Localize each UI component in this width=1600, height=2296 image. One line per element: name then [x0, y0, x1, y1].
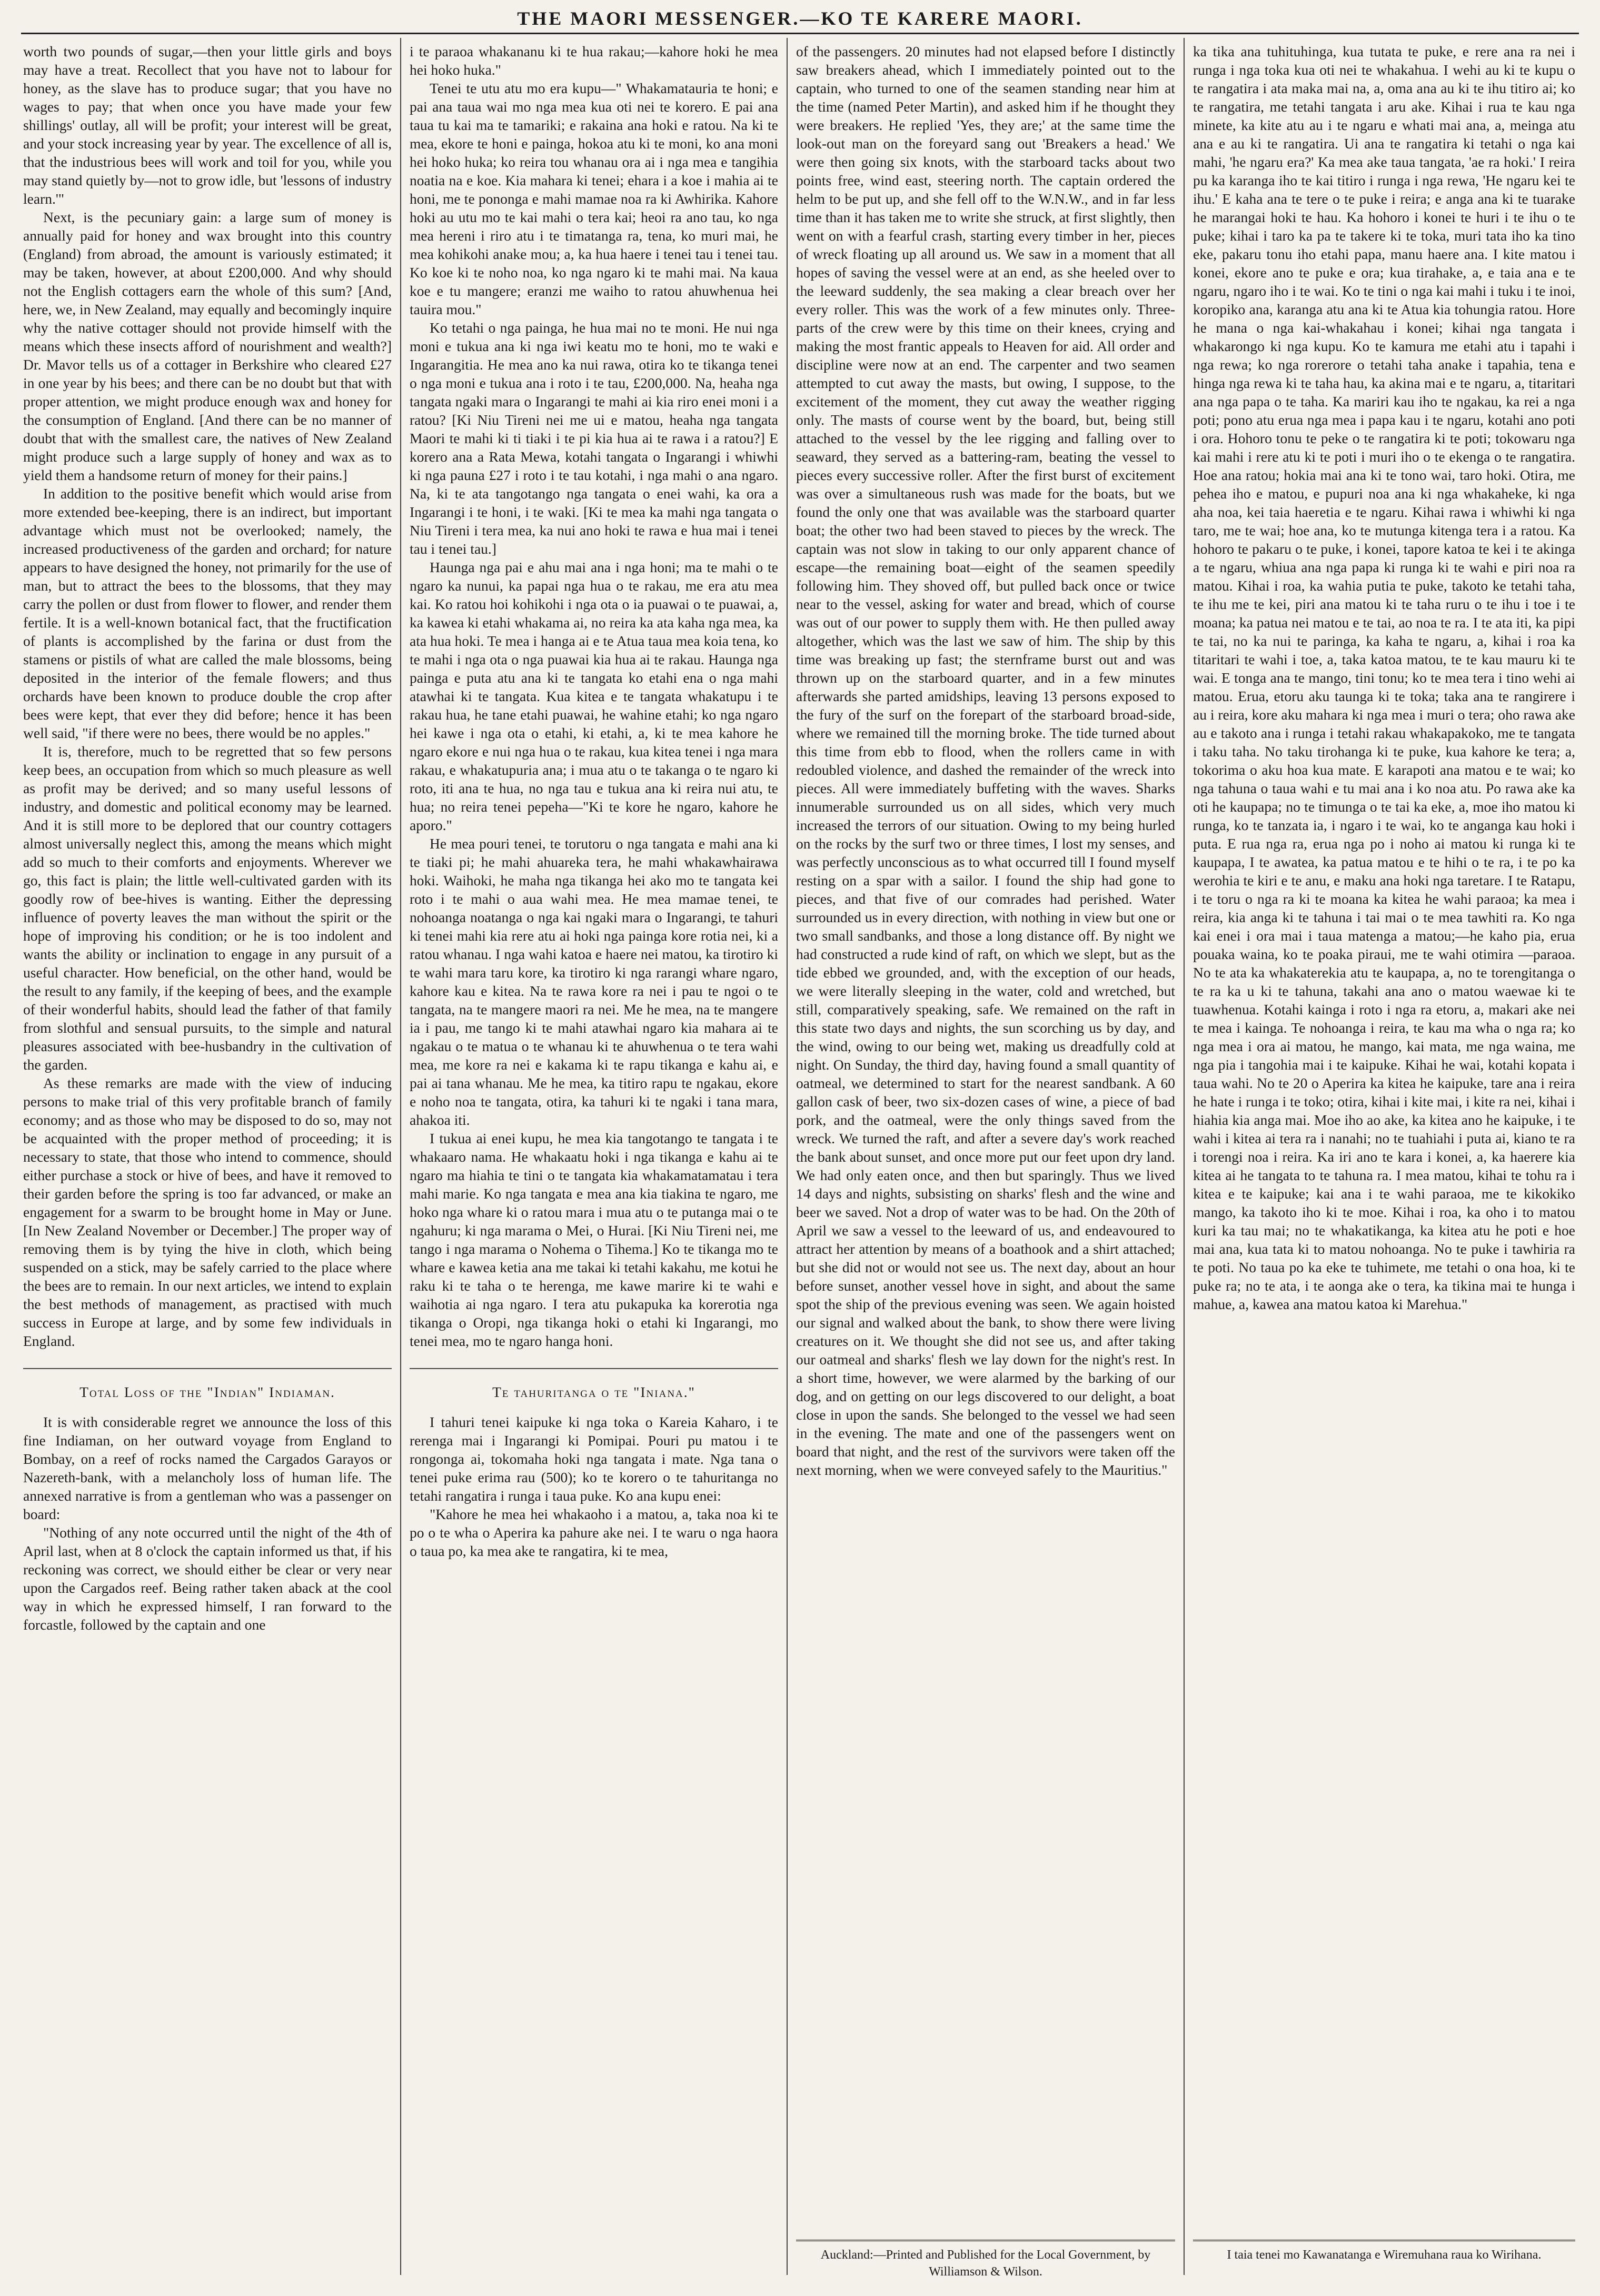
paragraph: Next, is the pecuniary gain: a large sum of money is annually paid for honey and wax brought into this country (England) from abroad, the amount is variously estimated; it may be taken, however, at about £200,000. And why should not the English cottagers earn the whole of this sum? [And, here, we, in New Zealand, may equally and becomingly inquire why the native cottager should not provide himself with the means which these insects afford of nourishment and wealth?] Dr. Mavor tells us of a cottager in Berkshire who cleared £27 in one year by his bees; and there can be no doubt but that with proper attention, we might produce enough wax and honey for the consumption of England. [And there can be no manner of doubt that with the smallest care, the natives of New Zealand might produce such a large supply of honey and wax as to yield them a handsome return of money for their pains.]	[23, 209, 392, 483]
masthead: THE MAORI MESSENGER.—KO TE KARERE MAORI.	[517, 8, 1083, 29]
top-rule	[21, 33, 1579, 34]
imprint-english: Auckland:—Printed and Published for the Local Government, by Williamson & Wilson.	[796, 2240, 1175, 2280]
paragraph: worth two pounds of sugar,—then your little girls and boys may have a treat. Recollect that you have not to labour for honey, as the slave has to produce sugar; that you have no wages to pay; that when once you have made your few shillings' outlay, all will be profit; your interest will be great, and your stock increasing year by year. The excellence of all is, that the industrious bees will work and toil for you, while you may stand quietly by—not to grow idle, but 'lessons of industry learn.'"	[23, 43, 392, 207]
paragraph: "Kahore he mea hei whakaoho i a matou, a, taka noa ki te po o te wha o Aperira ka pahure ake nei. I te waru o nga haora o taua po, ka mea ake te rangatira, ki te mea,	[410, 1506, 778, 1559]
column-1	[23, 42, 392, 2227]
column-divider	[1184, 38, 1185, 2275]
column-3	[796, 42, 1175, 2227]
paragraph: As these remarks are made with the view of inducing persons to make trial of this very profitable branch of family economy; and as those who may be disposed to do so, may not be acquainted with the proper method of proceeding; it is necessary to state, that those who intend to commence, should either purchase a stock or hive of bees, and have it removed to their garden before the spring is too far advanced, or make an engagement for a swarm to be brought home in May or June. [In New Zealand November or December.] The proper way of removing them is by tying the hive in cloth, which being suspended on a stick, may be safely carried to the place where the bees are to remain. In our next articles, we intend to explain the best methods of management, as practised with much success in Europe at large, and by some few individuals in England.	[23, 1075, 392, 1349]
column-4	[1193, 42, 1575, 2227]
paragraph: In addition to the positive benefit which would arise from more extended bee-keeping, there is an indirect, but important advantage which must not be overlooked; namely, the increased productiveness of the garden and orchard; for nature appears to have designed the honey, not primarily for the use of man, but to attract the bees to the blossoms, that they may carry the pollen or dust from flower to flower, and render them fertile. It is a well-known botanical fact, that the fructification of plants is accomplished by the farina or dust from the stamens or pistils of what are called the male blossoms, being deposited in the interior of the female flowers; and thus orchards have been known to produce double the crop after bees were kept, that ever they did before; hence it has been well said, "if there were no bees, there would be no apples."	[23, 485, 392, 741]
paragraph: ka tika ana tuhituhinga, kua tutata te puke, e rere ana ra nei i runga i nga toka kua oti nei te whakahua. I wehi au ki te kupu o te rangatira i ata maka mai na, a, oma ana au ki te ihu titiro ai; ko te rangatira, me tetahi tangata i aru ake. Kihai i rua te kau nga minete, ka kite atu au i te ngaru e whati mai ana, a, meinga atu ana e au ki te rangatira. Ui ana te rangatira ki tetahi o nga kai mahi, 'he ngaru era?' Ka mea ake taua tangata, 'ae ra hoki.' I reira pu ka karanga iho te kai titiro i runga i nga rewa, 'He ngaru kei te ihu.' E kaha ana te tere o te puke i reira; e anga ana ki te tuarake he marangai hoki te hau. Ka hohoro i konei te huri i te ihu o te puke; kihai i taro ka pa te takere ki te toka, muri tata iho ka tino eke, pakaru tonu iho etahi papa, manu haere ana. I kite matou i konei, ekore ano te puke e ora; kua tirahake, a, e taia ana e te ngaru, ngaro iho i te wai. Ko te tini o nga kai mahi i tuku i te inoi, koropiko ana, karanga atu ana ki te Atua kia tohungia ratou. Hore he mana o nga kai-whakahau i konei; kihai nga tangata i whakarongo ki nga kupu. Ko te kamura me etahi atu i tapahi i nga rewa; ko nga rorerore o tetahi taha anake i tapahia, tena e hinga nga rewa ki te taha hau, ka akina mai e te ngaru, a, titaritari ana nga papa o te taha. Ka mariri kau iho te ngakau, ka rei a nga poti; pono atu erua nga mea i papa kau i te ngaru, kotahi ano poti i ora. Hohoro tonu te peke o te rangatira ki te poti; tokowaru nga kai mahi i rere atu ki te poti i muri iho o te ekenga o te rangatira. Hoe ana ratou; hokia mai ana ki te tono wai, taro hoki. Otira, me pehea iho e matou, e pupuri noa ana ki nga whakaheke, ki nga aha noa, kei taia haeretia e te ngaru. Kihai rawa i whiwhi ki nga taro, me te wai; hoe ana, ko te mutunga kitenga tera i a ratou. Ka hohoro te pakaru o te puke, i konei, tapore katoa te kei i te akinga a te ngaru, whiua ana nga papa ki runga ki te wahi e piri noa ra matou. Kihai i roa, ka wahia putia te puke, takoto ke tetahi taha, te ihu me te kei, piri ana matou ki te taha ruru o te ihu i toe i te moana; ka patua nei matou e te tai, ao noa te ra. I te ata iti, ka pipi te tai, no ka nui te paringa, ka kaha te ngaru, a, kihai i roa ka titaritari te wahi i toe, a, taka katoa matou, te te kau mauru ki te wai. E tonga ana te mango, tini tonu; ko te mea tera i tino wehi ai matou. Erua, etoru aku taunga ki te toka; taka ana te rangirere i au i reira, kore aku mahara ki nga mea i muri o tera; oho rawa ake au e takoto ana i runga i tetahi rakau whakapakoko, me te tangata i taku taha. No taku tirohanga ki te puke, kua kahore ke tera; a, tokorima o aku hoa kua mate. E karapoti ana matou e te wai; ko nga tahuna o taua wahi e tu mai ana i ko noa atu. Po rawa ake ka oti he kaupapa; no te timunga o te tai ka eke, a, moe iho matou ki runga, ko te tanzata ia, i ngaro i te wai, ko te anganga kau hoki i puta. E rua nga ra, erua nga po i noho ai matou ki runga ki te kaupapa, I te awatea, ka patua matou e te hihi o te ra, i te po ka werohia te kiri e te anu, e maku ana hoki nga taretare. I te Ratapu, i te toru o nga ra ki te moana ka kitea he wahi paraoa; ka mea i reira, kia anga ki te tahuna i tai mai o te mea tawhiti ra. Ko nga kai enei i ora mai i taua matenga a matou;—he kaho pia, erua pouaka waina, ko te poaka piraui, me te wahi otimira —paraoa. No te ata ka whakaterekia atu te kaupapa, a, no te torengitanga o te ra ka u ki te tahuna, takahi ana ano o matou waewae ki te tuawhenua. Kotahi kainga i roto i nga ra etoru, a, makari ake nei te mea i kainga. Te nohoanga i reira, te kau ma wha o nga ra; ko nga mea i ora ai matou, he mango, kai mata, me nga waina, me nga pia i tangohia mai i te kaipuke. Kihai he wai, kotahi kopata i taua wahi. No te 20 o Aperira ka kitea he kaipuke, tare ana i reira he hate i runga i te toko; otira, kihai i kite mai, i kite ra nei, kihai i hiahia kia anga mai. Moe iho ao ake, ka kitea ano he kaipuke, i te wahi i kitea ai tera ra i nanahi; no te tuahiahi i puta ai, kiano te ra i torengi noa i reira. Ka iri ano te kara i konei, a, ka haerere kia kitea ai he tangata to te tahuna ra. I mea matou, kihai te tohu ra i kitea e te kaipuke; kai ana i te wahi paraoa, me te kikokiko mango, ka takoto iho ki te moe. Kihai i roa, ka oho i to matou kuri ka tau mai; no te whakatikanga, ka kitea atu he poti e hoe mai ana, kua tata ki to matou nohoanga. No te puke i tawhiria ra te poti. No taua po ka eke te tuhimete, me tetahi o ona hoa, ki te puke ra; no te ata, i te aonga ake o tera, ka tikina mai te hunga i mahue, a, kawea ana matou katoa ki Marehua."	[1193, 43, 1575, 1312]
paragraph: I tukua ai enei kupu, he mea kia tangotango te tangata i te whakaaro nama. He whakaatu hoki i nga tikanga e kahu ai te ngaro ma hiahia te tini o te tangata kia whakamatamatau i tera mahi marie. Ko nga tangata e mea ana kia tiakina te ngaro, me hoko nga whare ki o ratou mara i mua atu o te putanga mai o te ngahuru; ki nga marama o Mei, o Hurai. [Ki Niu Tireni nei, me tango i nga marama o Nohema o Tihema.] Ko te tikanga mo te whare e kawea ketia ana me takai ki tetahi kakahu, me kotui he raku ki te taha o te herenga, me kawe marire ki te wahi e waihotia ai nga ngaro. I tera atu pukapuka ka korerotia nga tikanga o Oropi, nga tikanga hoki o etahi ki Ingarangi, mo tenei mea, mo te ngaro hanga honi.	[410, 1130, 778, 1349]
paragraph: Haunga nga pai e ahu mai ana i nga honi; ma te mahi o te ngaro ka nunui, ka papai nga hua o te rakau, me era atu mea kai. Ko ratou hoi kohikohi i nga ota o ia puawai o te puawai, a, ka kawea ki etahi whakama ai, no reira ka ata kaha nga mea, ka ata hua hoki. Te mea i hanga ai e te Atua taua mea koia tena, ko te mahi i nga ota o nga puawai kia hua ai te rakau. Haunga nga painga e puta atu ana ki te tangata ko etahi ena o nga mahi atawhai ki te tangata. Kua kitea e te tangata whakatupu i te rakau hua, he tane etahi puawai, he wahine etahi; ko nga ngaro hei kawe i nga ota o etahi, ki etahi, a, ki te mea kahore he ngaro ekore e nui nga hua o te rakau, kua kitea tenei i nga mara rakau, e whakatupuria ana; i mua atu o te takanga o te ngaro ki roto, iti ana te hua, no nga tau e tukua ana ki reira nui atu, te hua; no reira tenei pepeha—"Ki te kore he ngaro, kahore he aporo."	[410, 559, 778, 833]
paragraph: of the passengers. 20 minutes had not elapsed before I distinctly saw breakers ahead, which I immediately pointed out to the captain, who turned to one of the seamen standing near him at the time (named Peter Martin), and asked him if he thought they were breakers. He replied 'Yes, they are;' at the same time the look-out man on the foreyard sang out 'Breakers a head.' We were then going six knots, with the starboard tacks about two points free, wind east, steering north. The captain ordered the helm to be put up, and she fell off to the W.N.W., and in far less time than it has taken me to write she struck, at first slightly, then went on with a fearful crash, starting every timber in her, pieces of wreck floating up all around us. We saw in a moment that all hopes of saving the vessel were at an end, as she heeled over to the leeward suddenly, the sea making a clear breach over her every roller. This was the work of a few minutes only. Three-parts of the crew were by this time on their knees, crying and making the most frantic appeals to Heaven for aid. All order and discipline were now at an end. The carpenter and two seamen attempted to cut away the masts, but owing, I suppose, to the excitement of the moment, they cut away the weather rigging only. The masts of course went by the board, but, being still attached to the vessel by the lee rigging and falling over to seaward, they served as a battering-ram, beating the vessel to pieces every successive roller. After the first burst of excitement was over a simultaneous rush was made for the boats, but we found the only one that was available was the starboard quarter boat; the other two had been staved to pieces by the wreck. The captain was not slow in taking to our only apparent chance of escape—the remaining boat—eight of the seamen speedily following him. They shoved off, but pulled back once or twice near to the vessel, asking for water and bread, which of course was out of our power to supply them with. He then pulled away altogether, which was the last we saw of him. The ship by this time was breaking up fast; the sternframe burst out and was thrown up on the starboard quarter, and in a few minutes afterwards she parted amidships, leaving 13 persons exposed to the fury of the surf on the forepart of the starboard broad-side, where we remained till the morning broke. The tide turned about this time from ebb to flood, when the rollers came in with redoubled violence, and dashed the remainder of the wreck into pieces. All were immediately buffeting with the waves. Sharks innumerable surrounded us on all sides, which very much increased the terrors of our situation. Owing to my being hurled on the rocks by the surf two or three times, I lost my senses, and was perfectly unconscious as to what occurred till I found myself resting on a spar with a sailor. I found the ship had gone to pieces, and that five of our comrades had perished. Water surrounded us in every direction, with nothing in view but one or two small sandbanks, and those a long distance off. By night we had constructed a rude kind of raft, on which we slept, but as the tide ebbed we grounded, and, with the exception of our heads, we were literally sleeping in the water, cold and wretched, but still, comparatively speaking, safe. We remained on the raft in this state two days and nights, the sun scorching us by day, and the wind, owing to our being wet, making us dreadfully cold at night. On Sunday, the third day, having found a small quantity of oatmeal, we determined to start for the nearest sandbank. A 60 gallon cask of beer, two six-dozen cases of wine, a piece of bad pork, and the oatmeal, were the only things saved from the wreck. We turned the raft, and after a severe day's work reached the bank about sunset, and once more put our feet upon dry land. We had only eaten once, and then but sparingly. Thus we lived 14 days and nights, subsisting on sharks' flesh and the wine and beer we saved. Not a drop of water was to be had. On the 20th of April we saw a vessel to the leeward of us, and endeavoured to attract her attention by means of a boathook and a shirt attached; but she did not or would not see us. The next day, about an hour before sunset, another vessel hove in sight, and about the same spot the ship of the previous evening was seen. We again hoisted our signal and walked about the bank, to show there were living creatures on it. We thought she did not see us, and after taking our oatmeal and sharks' flesh we lay down for the night's rest. In a short time, however, we were alarmed by the barking of our dog, and on getting on our legs discovered to our delight, a boat close in upon the sands. She belonged to the vessel we had seen in the evening. The mate and one of the passengers went on board that night, and the rest of the survivors were taken off the next morning, when we were conveyed safely to the Mauritius."	[796, 43, 1175, 1478]
paragraph: I tahuri tenei kaipuke ki nga toka o Kareia Kaharo, i te rerenga mai i Ingarangi ki Pomipai. Pouri pu matou i te rongonga ai, tokomaha hoki nga tangata i mate. Nga tana o tenei puke erima rau (500); ko te korero o te tahuritanga no tetahi rangatira i runga i taua puke. Ko ana kupu enei:	[410, 1414, 778, 1504]
article-heading: Total Loss of the "Indian" Indiaman.	[23, 1368, 392, 1401]
imprint-maori: I taia tenei mo Kawanatanga e Wiremuhana raua ko Wirihana.	[1193, 2240, 1575, 2263]
paragraph: It is with considerable regret we announce the loss of this fine Indiaman, on her outward voyage from England to Bombay, on a reef of rocks named the Cargados Garayos or Nazereth-bank, with a melancholy loss of human life. The annexed narrative is from a gentleman who was a passenger on board:	[23, 1414, 392, 1522]
article-heading: Te tahuritanga o te "Iniana."	[410, 1368, 778, 1401]
column-divider	[787, 38, 788, 2275]
paragraph: He mea pouri tenei, te torutoru o nga tangata e mahi ana ki te tiaki pi; he mahi ahuareka tera, he mahi whakawhairawa hoki. Waihoki, he maha nga tikanga hei ako mo te tangata kei roto i te mahi o aua wahi mea. He mea mamae tenei, te nohoanga noatanga o nga kai ngaki mara o Ingarangi, te tahuri ki tenei mahi kia rere atu ai hoki nga painga kore rotia nei, ki a ratou whanau. I nga wahi katoa e haere nei matou, ka tirotiro ki te wahi mara taru kore, ka tirotiro ki nga rarangi whare ngaro, kahore kau e kitea. Na te rawa kore ra nei i pau te ngoi o te tangata, na te mangere maori ra nei. Me he mea, na te mangere ia i pau, me tango ki te mahi atawhai ngaro kia mahara ai te ngakau o te matua o te whanau ki te ahuwhenua o te tera wahi mea, me kore ra nei e kakama ki te rapu tikanga e kahu ai, e pai ai tana whanau. Me he mea, ka titiro rapu te ngakau, ekore e noho noa te tangata, otira, ka tahuri ki te ngaki i tana mara, ahakoa iti.	[410, 835, 778, 1128]
column-2	[410, 42, 778, 2227]
paragraph: Tenei te utu atu mo era kupu—" Whakamatauria te honi; e pai ana taua wai mo nga mea kua oti nei te korero. E pai ana taua tu kai ma te tamariki; e rakaina ana hoki e ratou. Na ki te mea, ekore te honi e painga, hokoa atu ki te moni, ko ana moni hei hoko huka; ko reira tou whanau ora ai i nga mea e tangihia noatia na e koe. Kia mahara ki tenei; ehara i a koe i mahia ai te honi, me te pononga e mahi mamae noa ra ki Awhirika. Kahore hoki au utu mo te kai mahi o tera kai; heoi ra ano tau, ko nga mea hereni i riro atu i te timatanga ra, tena, ko muri mai, he mea kohikohi anake mou; a, ka hua haere i tenei tau i tenei tau. Ko koe ki te noho noa, ko nga ngaro ki te mahi mai. Na kaua koe e tu mangere; eranzi me waiho to ratou ahuwhenua hei tauira mou."	[410, 80, 778, 317]
column-divider	[400, 38, 401, 2275]
paragraph: "Nothing of any note occurred until the night of the 4th of April last, when at 8 o'clock the captain informed us that, if his reckoning was correct, we should either be clear or very near upon the Cargados reef. Being rather taken aback at the cool way in which he expressed himself, I ran forward to the forcastle, followed by the captain and one	[23, 1524, 392, 1633]
paragraph: It is, therefore, much to be regretted that so few persons keep bees, an occupation from which so much pleasure as well as profit may be derived; and so many useful lessons of industry, and domestic and political economy may be learned. And it is still more to be deplored that our country cottagers almost universally neglect this, among the means which might add so much to their comforts and enjoyments. Wherever we go, this fact is plain; the little well-cultivated garden with its goodly row of bee-hives is wanting. Either the depressing influence of poverty leaves the man without the spirit or the hope of improving his condition; or he is too indolent and wants the ability or inclination to engage in any pursuit of a useful character. How beneficial, on the other hand, would be the result to any family, if the keeping of bees, and the example of their wonderful habits, should lead the father of that family from slothful and sensual pursuits, to the simple and natural pleasures associated with bee-husbandry in the cultivation of the garden.	[23, 743, 392, 1073]
paragraph: i te paraoa whakananu ki te hua rakau;—kahore hoki he mea hei hoko huka."	[410, 43, 778, 78]
paragraph: Ko tetahi o nga painga, he hua mai no te moni. He nui nga moni e tukua ana ki nga iwi keatu mo te honi, mo te waki e Ingarangitia. He mea ano ka nui rawa, otira ko te tikanga tenei o nga moni e tukua ana i roto i te tau, £200,000. Na, heaha nga tangata ngaki mara o Ingarangi te mahi ai kia riro enei moni i a ratou? [Ki Niu Tireni nei me ui e matou, heaha nga tangata Maori te mahi ki ti tiaki i te pi kia hua ai te rawa i a ratou?] E korero ana a Rata Mewa, kotahi tangata o Ingarangi i whiwhi ki nga pauna £27 i roto i te tau kotahi, i nga mahi o ana ngaro. Na, ki te ata tangotango nga tangata o enei wahi, ka ora a Ingarangi i te honi, i te waki. [Ki te mea ka mahi nga tangata o Niu Tireni i tera mea, ka nui ano hoki te rawa e hua mai i tenei tau i tenei tau.]	[410, 320, 778, 557]
